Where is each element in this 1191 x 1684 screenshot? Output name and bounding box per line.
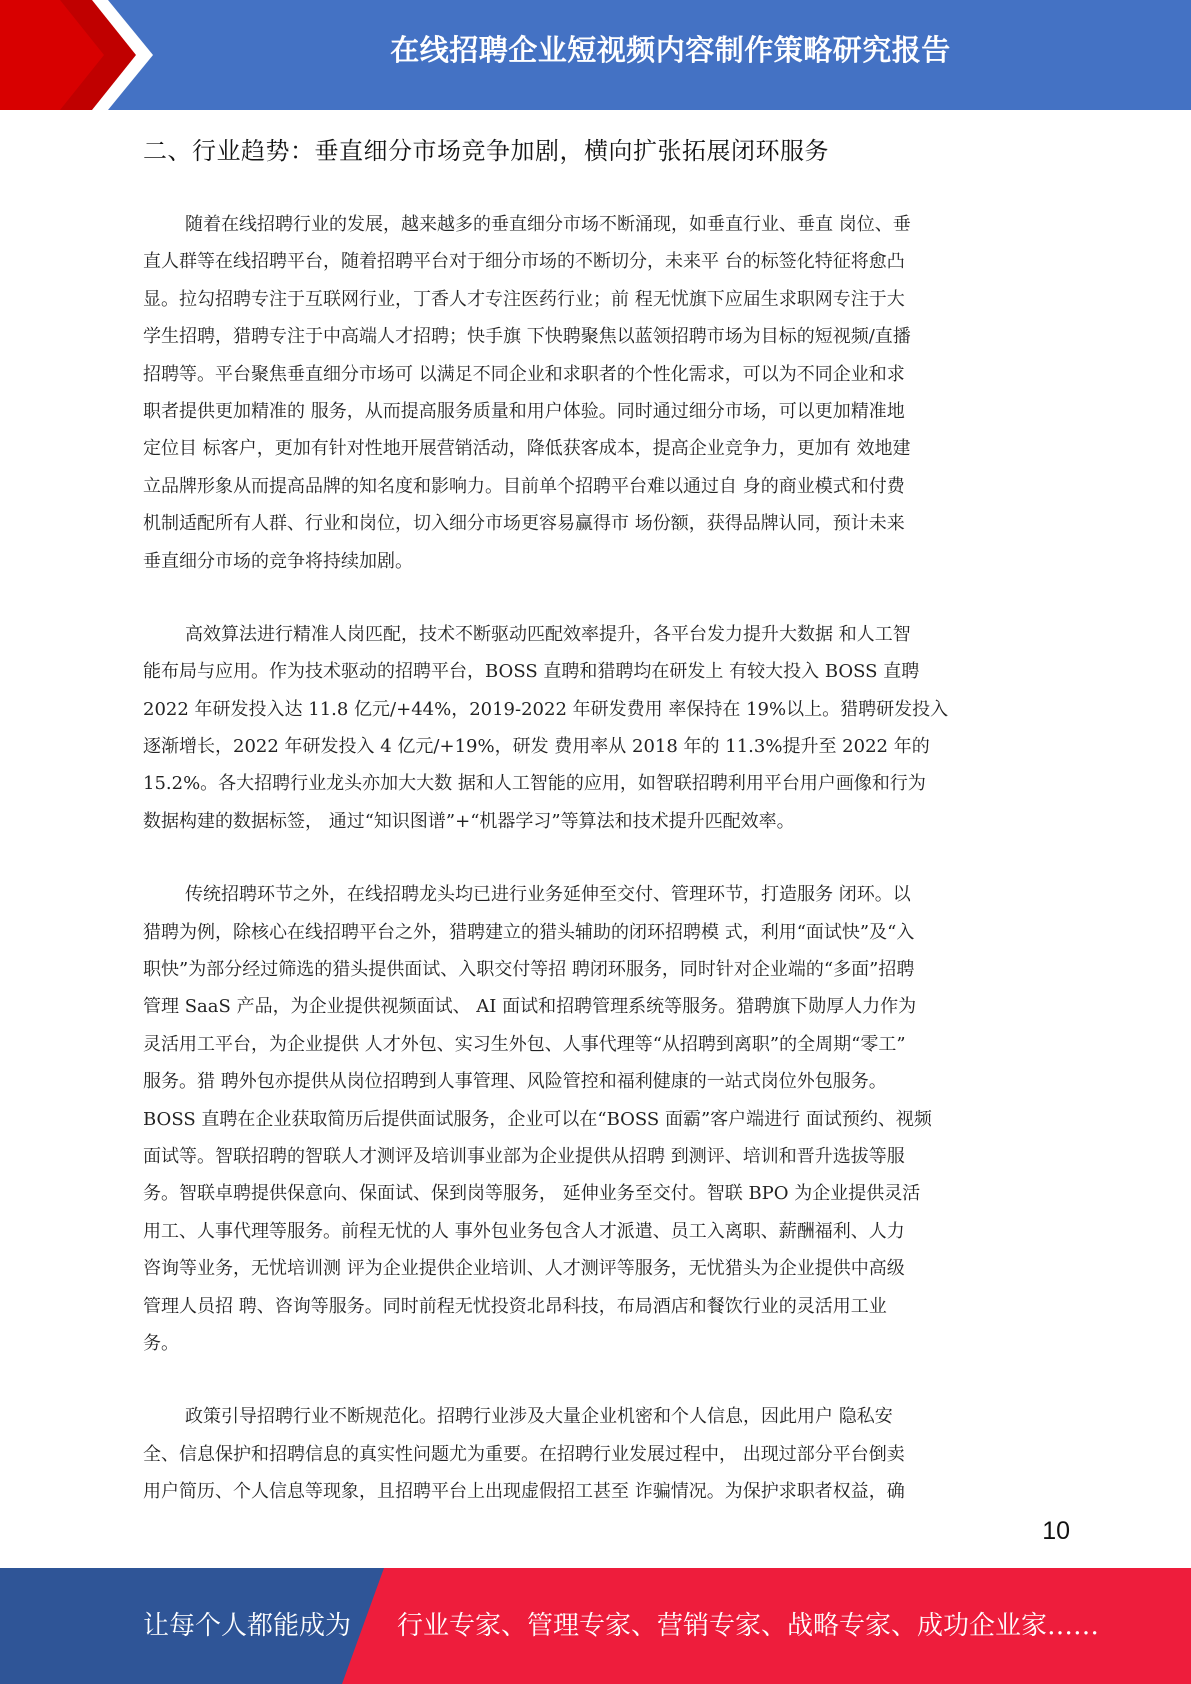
text-line: 15.2%。各大招聘行业龙头亦加大大数 据和人工智能的应用，如智联招聘利用平台用户画像和行为 [143,773,926,795]
text-line: 招聘等。平台聚焦垂直细分市场可 以满足不同企业和求职者的个性化需求，可以为不同企业和求 [143,363,905,385]
text-line: 逐渐增长，2022 年研发投入 4 亿元/+19%，研发 费用率从 2018 年的 11.3%提升至 2022 年的 [143,736,930,758]
text-line: 能布局与应用。作为技术驱动的招聘平台，BOSS 直聘和猎聘均在研发上 有较大投入 BOSS 直聘 [143,661,920,683]
text-line: 用工、人事代理等服务。前程无忧的人 事外包业务包含人才派遣、员工入离职、薪酬福利、人力 [143,1220,905,1242]
text-line: 全、信息保护和招聘信息的真实性问题尤为重要。在招聘行业发展过程中， 出现过部分平台倒卖 [143,1443,905,1465]
text-line: BOSS 直聘在企业获取简历后提供面试服务，企业可以在“BOSS 面霸”客户端进行 面试预约、视频 [143,1108,932,1130]
text-line: 显。拉勾招聘专注于互联网行业，丁香人才专注医药行业；前 程无忧旗下应届生求职网专注于大 [143,288,905,310]
paragraph-closed-loop-services [143,876,1046,1362]
text-line: 学生招聘，猎聘专注于中高端人才招聘；快手旗 下快聘聚焦以蓝领招聘市场为目标的短视频/直播 [143,326,911,348]
text-line: 职快”为部分经过筛选的猎头提供面试、入职交付等招 聘闭环服务，同时针对企业端的“多面”招聘 [143,959,915,981]
text-line: 高效算法进行精准人岗匹配，技术不断驱动匹配效率提升，各平台发力提升大数据 和人工智 [185,623,911,645]
text-line: 垂直细分市场的竞争将持续加剧。 [143,550,413,572]
text-line: 管理 SaaS 产品，为企业提供视频面试、 AI 面试和招聘管理系统等服务。猎聘旗下勋厚人力作为 [143,996,917,1018]
header-band [0,0,1191,110]
text-line: 管理人员招 聘、咨询等服务。同时前程无忧投资北昂科技，布局酒店和餐饮行业的灵活用工业 [143,1295,887,1317]
text-line: 立品牌形象从而提高品牌的知名度和影响力。目前单个招聘平台难以通过自 身的商业模式和付费 [143,475,905,497]
paragraph-algorithm-matching [143,616,1046,840]
text-line: 数据构建的数据标签， 通过“知识图谱”+“机器学习”等算法和技术提升匹配效率。 [143,810,795,832]
footer-slogan-right: 行业专家、管理专家、营销专家、战略专家、成功企业家…… [397,1611,1100,1641]
text-line: 传统招聘环节之外，在线招聘龙头均已进行业务延伸至交付、管理环节，打造服务 闭环。以 [185,884,911,906]
footer-band [0,1568,1191,1684]
text-line: 2022 年研发投入达 11.8 亿元/+44%，2019-2022 年研发费用 率保持在 19%以上。猎聘研发投入 [143,698,949,720]
text-line: 直人群等在线招聘平台，随着招聘平台对于细分市场的不断切分，未来平 台的标签化特征将愈凸 [143,251,905,273]
paragraph-policy-regulation [143,1398,1046,1510]
text-line: 灵活用工平台，为企业提供 人才外包、实习生外包、人事代理等“从招聘到离职”的全周期“零工” [143,1033,906,1055]
text-line: 务。智联卓聘提供保意向、保面试、保到岗等服务， 延伸业务至交付。智联 BPO 为企业提供灵活 [143,1183,921,1205]
paragraph-vertical-markets [143,206,1046,580]
text-line: 服务。猎 聘外包亦提供从岗位招聘到人事管理、风险管控和福利健康的一站式岗位外包服务。 [143,1071,887,1093]
section-heading: 二、行业趋势：垂直细分市场竞争加剧，横向扩张拓展闭环服务 [143,137,829,165]
text-line: 职者提供更加精准的 服务，从而提高服务质量和用户体验。同时通过细分市场，可以更加精准地 [143,400,905,422]
text-line: 猎聘为例，除核心在线招聘平台之外，猎聘建立的猎头辅助的闭环招聘模 式，利用“面试快”及“入 [143,921,915,943]
text-line: 咨询等业务，无忧培训测 评为企业提供企业培训、人才测评等服务，无忧猎头为企业提供中高级 [143,1258,905,1280]
text-line: 务。 [143,1332,179,1354]
text-line: 随着在线招聘行业的发展，越来越多的垂直细分市场不断涌现，如垂直行业、垂直 岗位、垂 [185,214,911,235]
text-line: 面试等。智联招聘的智联人才测评及培训事业部为企业提供从招聘 到测评、培训和晋升选拔等服 [143,1145,905,1167]
text-line: 定位目 标客户，更加有针对性地开展营销活动，降低获客成本，提高企业竞争力，更加有 效地建 [143,438,911,460]
text-line: 机制适配所有人群、行业和岗位，切入细分市场更容易赢得市 场份额，获得品牌认同，预计未来 [143,513,905,535]
text-line: 用户简历、个人信息等现象，且招聘平台上出现虚假招工甚至 诈骗情况。为保护求职者权益，确 [143,1481,905,1503]
body-text [143,206,1046,1547]
text-line: 政策引导招聘行业不断规范化。招聘行业涉及大量企业机密和个人信息，因此用户 隐私安 [185,1406,893,1428]
page-number: 10 [1042,1517,1070,1545]
report-title: 在线招聘企业短视频内容制作策略研究报告 [390,33,951,67]
footer-slogan-left: 让每个人都能成为 [143,1611,352,1641]
